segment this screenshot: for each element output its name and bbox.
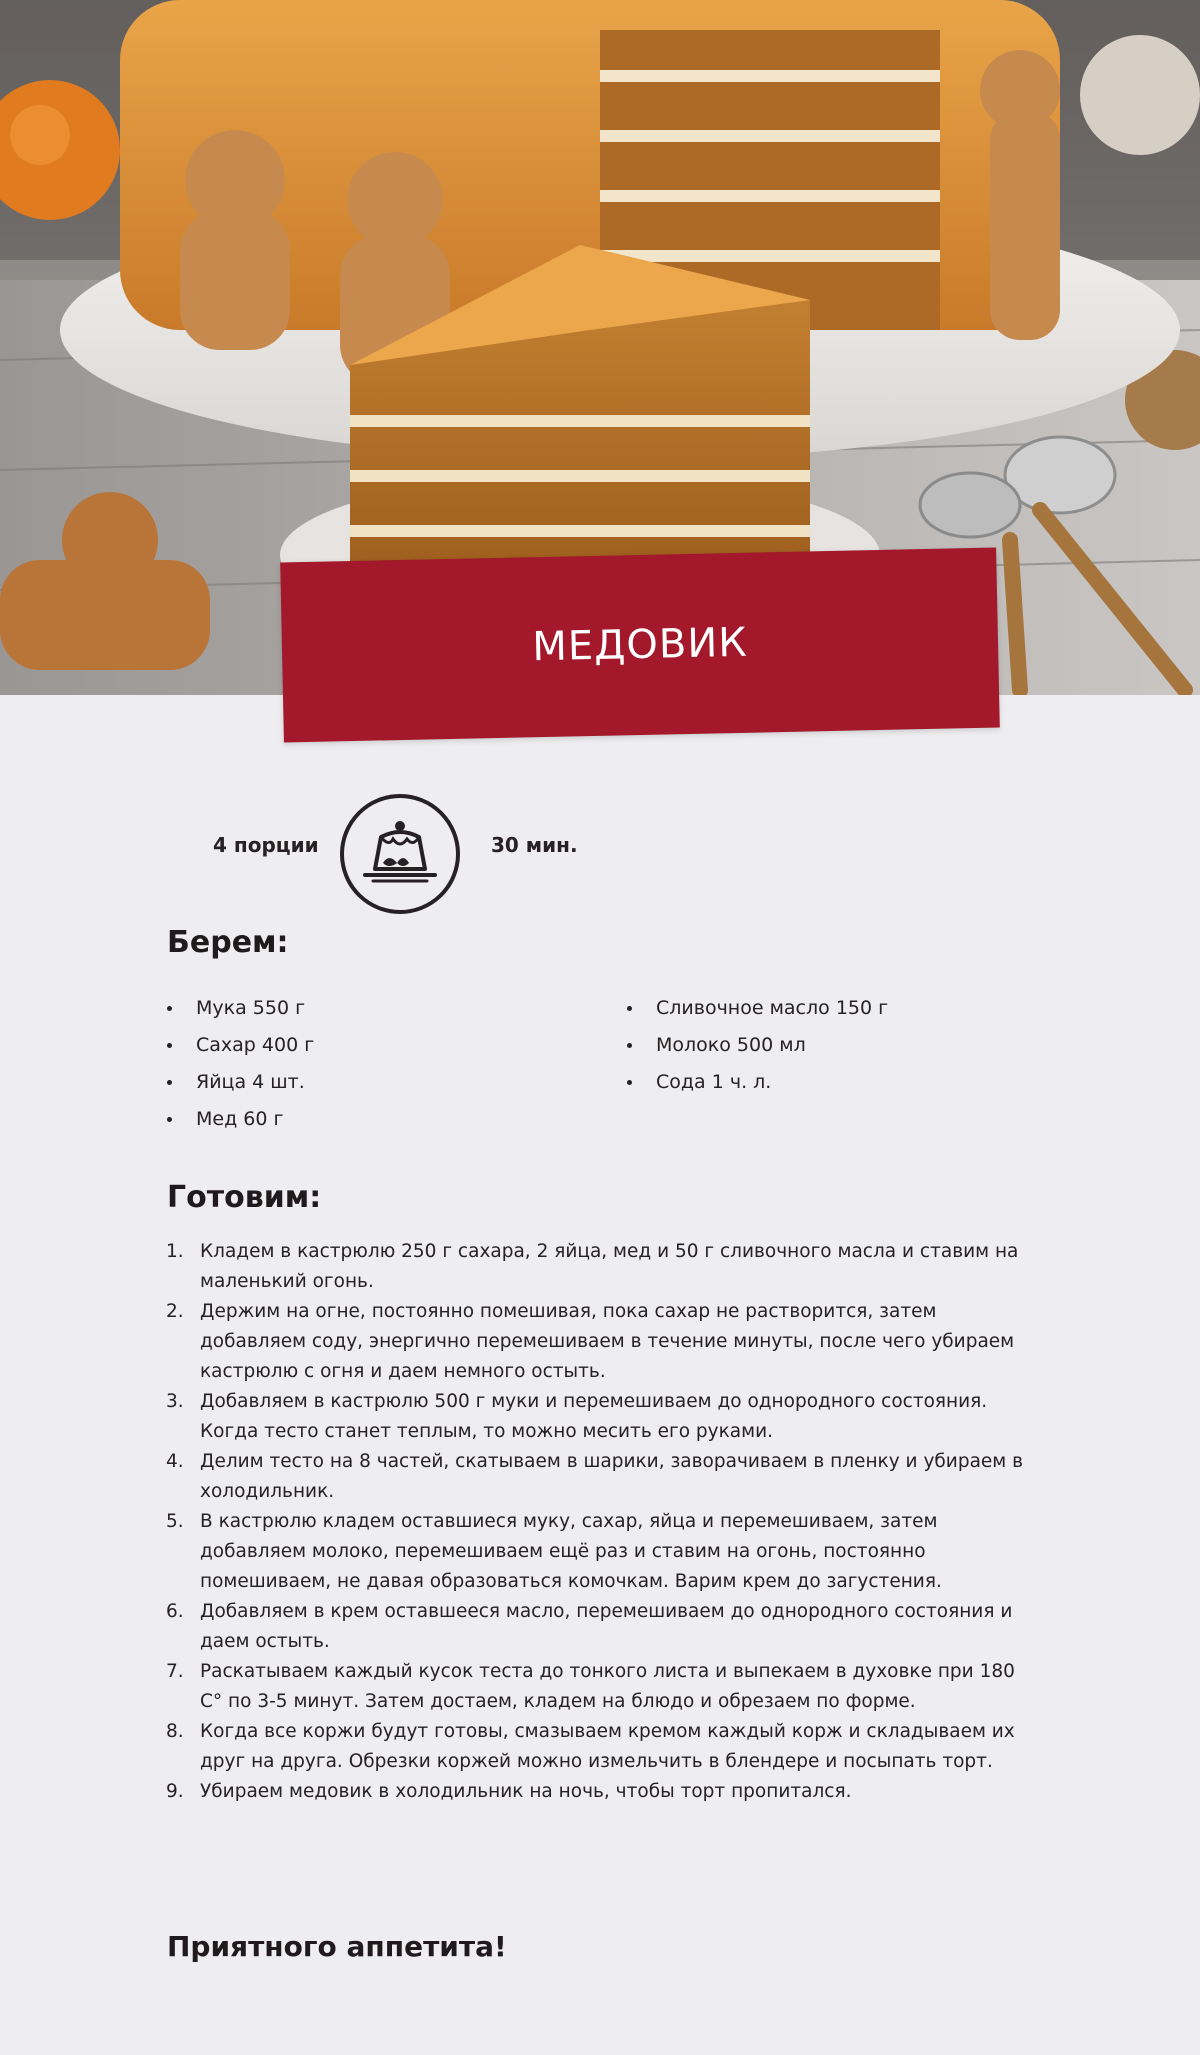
time-label: 30 мин.	[491, 833, 578, 857]
title-banner	[280, 548, 1000, 743]
bullet-icon	[627, 1006, 632, 1011]
recipe-title: МЕДОВИК	[531, 619, 749, 671]
ingredient-item: Сливочное масло 150 г	[627, 990, 888, 1027]
ingredients-heading: Берем:	[167, 925, 289, 960]
steps-heading: Готовим:	[167, 1180, 322, 1215]
bullet-icon	[627, 1043, 632, 1048]
bullet-icon	[167, 1080, 172, 1085]
ingredient-item: Мука 550 г	[167, 990, 314, 1027]
closing-text: Приятного аппетита!	[167, 1930, 507, 1963]
ingredient-item: Сода 1 ч. л.	[627, 1064, 888, 1101]
ingredient-item: Молоко 500 мл	[627, 1027, 888, 1064]
step-item: 6. Добавляем в крем оставшееся масло, перемешиваем до однородного состояния и даем остыть.	[166, 1601, 1013, 1652]
dessert-plate-icon	[337, 791, 463, 917]
ingredient-item: Яйца 4 шт.	[167, 1064, 314, 1101]
ingredient-item: Сахар 400 г	[167, 1027, 314, 1064]
bullet-icon	[627, 1080, 632, 1085]
ingredients-right-list	[627, 990, 888, 1101]
step-item: 7. Раскатываем каждый кусок теста до тонкого листа и выпекаем в духовке при 180 С° по 3-5 минут. Затем достаем, кладем на блюдо и обрезаем по форме.	[166, 1661, 1015, 1712]
step-item: 1. Кладем в кастрюлю 250 г сахара, 2 яйца, мед и 50 г сливочного масла и ставим на маленький огонь.	[166, 1241, 1019, 1292]
step-item: 9. Убираем медовик в холодильник на ночь, чтобы торт пропитался.	[166, 1781, 852, 1802]
step-item: 4. Делим тесто на 8 частей, скатываем в шарики, заворачиваем в пленку и убираем в холодильник.	[166, 1451, 1024, 1502]
recipe-meta	[0, 785, 1200, 915]
steps-list	[160, 1237, 1040, 1807]
bullet-icon	[167, 1006, 172, 1011]
bullet-icon	[167, 1117, 172, 1122]
bullet-icon	[167, 1043, 172, 1048]
ingredient-item: Мед 60 г	[167, 1101, 314, 1138]
ingredients-left-list	[167, 990, 314, 1138]
step-item: 3. Добавляем в кастрюлю 500 г муки и перемешиваем до однородного состояния. Когда тесто станет теплым, то можно месить его руками.	[166, 1391, 988, 1442]
step-item: 2. Держим на огне, постоянно помешивая, пока сахар не растворится, затем добавляем соду, энергично перемешиваем в течение минуты, после чего убираем кастрюлю с огня и даем немного остыть.	[166, 1301, 1015, 1382]
step-item: 5. В кастрюлю кладем оставшиеся муку, сахар, яйца и перемешиваем, затем добавляем молоко, перемешиваем ещё раз и ставим на огонь, постоянно помешиваем, не давая образоваться комочкам. Варим крем до загустения.	[166, 1511, 942, 1592]
servings-label: 4 порции	[213, 833, 319, 857]
step-item: 8. Когда все коржи будут готовы, смазываем кремом каждый корж и складываем их друг на друга. Обрезки коржей можно измельчить в блендере и посыпать торт.	[166, 1721, 1015, 1772]
